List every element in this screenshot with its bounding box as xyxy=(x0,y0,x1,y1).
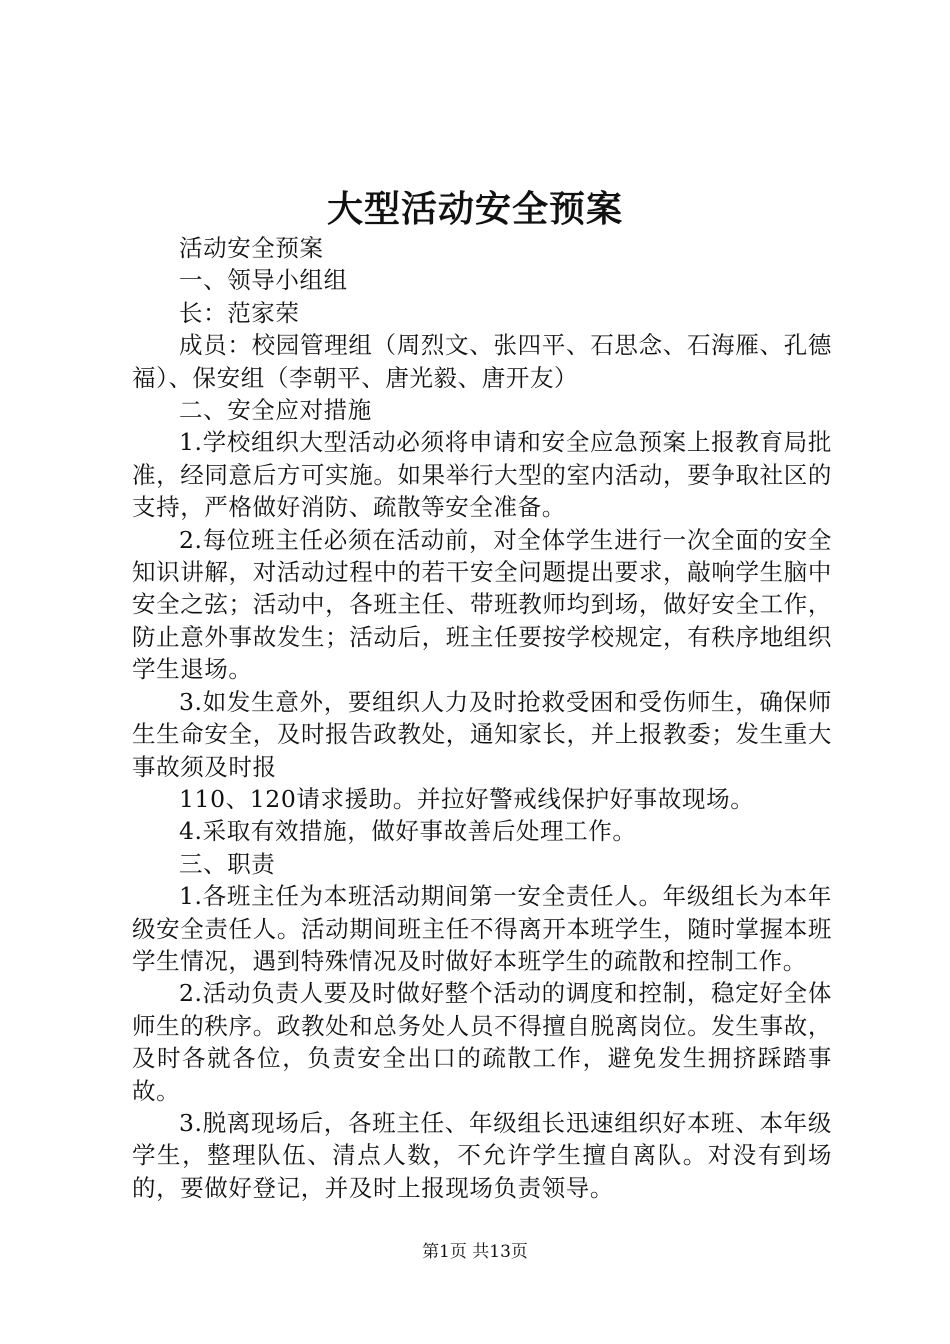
paragraph: 1.各班主任为本班活动期间第一安全责任人。年级组长为本年级安全责任人。活动期间班主任不得离开本班学生，随时掌握本班学生情况，遇到特殊情况及时做好本班学生的疏散和控制工作。 xyxy=(132,882,832,975)
paragraph: 4.采取有效措施，做好事故善后处理工作。 xyxy=(179,817,637,846)
document-title: 大型活动安全预案 xyxy=(326,188,623,230)
section-heading: 二、安全应对措施 xyxy=(179,396,372,425)
paragraph: 活动安全预案 xyxy=(179,234,324,262)
page-footer: 第1页 共13页 xyxy=(422,1242,528,1262)
section-heading: 三、职责 xyxy=(179,849,276,878)
paragraph: 3.脱离现场后，各班主任、年级组长迅速组织好本班、本年级学生，整理队伍、清点人数，不允许学生擅自离队。对没有到场的，要做好登记，并及时上报现场负责领导。 xyxy=(132,1108,832,1202)
paragraph: 2.每位班主任必须在活动前，对全体学生进行一次全面的安全知识讲解，对活动过程中的若干安全问题提出要求，敲响学生脑中安全之弦；活动中，各班主任、带班教师均到场，做好安全工作，防止意外事故发生；活动后，班主任要按学校规定，有秩序地组织学生退场。 xyxy=(132,525,832,684)
paragraph: 2.活动负责人要及时做好整个活动的调度和控制，稳定好全体师生的秩序。政教处和总务处人员不得擅自脱离岗位。发生事故，及时各就各位，负责安全出口的疏散工作，避免发生拥挤踩踏事故。 xyxy=(132,979,832,1105)
paragraph: 成员：校园管理组（周烈文、张四平、石思念、石海雁、孔德福）、保安组（李朝平、唐光毅、唐开友） xyxy=(132,331,832,392)
paragraph: 3.如发生意外，要组织人力及时抢救受困和受伤师生，确保师生生命安全，及时报告政教处，通知家长，并上报教委；发生重大事故须及时报 xyxy=(132,687,832,781)
paragraph: 长：范家荣 xyxy=(179,298,300,327)
paragraph: 1.学校组织大型活动必须将申请和安全应急预案上报教育局批准，经同意后方可实施。如果举行大型的室内活动，要争取社区的支持，严格做好消防、疏散等安全准备。 xyxy=(132,428,832,522)
document-body xyxy=(132,232,832,1204)
section-heading: 一、领导小组组 xyxy=(179,266,348,295)
paragraph: 110、120请求援助。并拉好警戒线保护好事故现场。 xyxy=(179,784,755,813)
